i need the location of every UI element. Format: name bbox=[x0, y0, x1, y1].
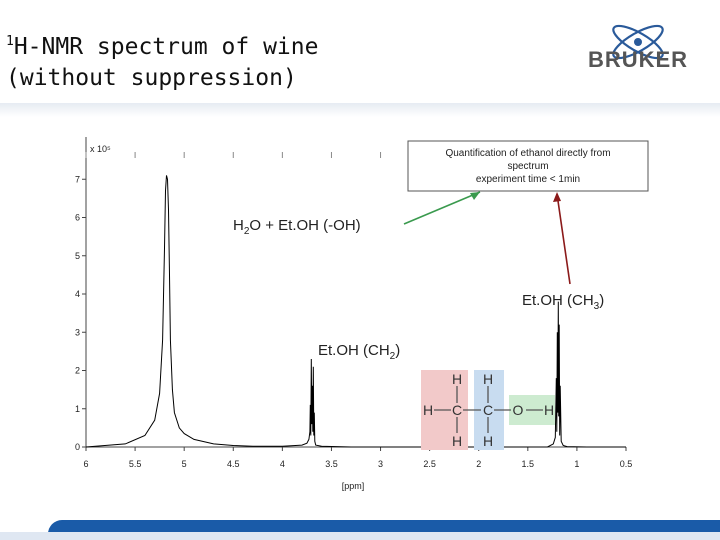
label-ch2-a: Et.OH (CH bbox=[318, 342, 390, 359]
title-line-1-text: H-NMR spectrum of wine bbox=[13, 34, 319, 60]
y-tick-label: 4 bbox=[74, 289, 80, 299]
title-line-2: (without suppression) bbox=[6, 65, 297, 91]
x-tick-label: 5 bbox=[181, 459, 187, 469]
atom-h-left: H bbox=[422, 402, 434, 418]
y-tick-label: 0 bbox=[74, 442, 80, 452]
x-tick-label: 5.5 bbox=[128, 459, 142, 469]
label-water-oh-a: H bbox=[233, 217, 244, 234]
y-tick-label: 1 bbox=[74, 403, 80, 414]
atom-c-1: C bbox=[451, 402, 463, 418]
x-tick-label: 3.5 bbox=[325, 459, 338, 469]
y-tick-label: 2 bbox=[74, 365, 80, 376]
x-tick-label: 0.5 bbox=[619, 459, 633, 469]
x-tick-label: 6 bbox=[83, 459, 89, 469]
label-water-oh-sub: 2 bbox=[243, 226, 250, 237]
x-tick-label: 2 bbox=[476, 459, 482, 469]
y-tick-label: 7 bbox=[74, 174, 80, 185]
atom-h-top-2: H bbox=[482, 371, 494, 387]
x-tick-label: 1.5 bbox=[521, 459, 535, 469]
atom-h-bottom-1: H bbox=[451, 433, 463, 449]
label-ch3-c: ) bbox=[599, 292, 605, 309]
y-tick-label: 3 bbox=[74, 327, 80, 338]
x-tick-label: 2.5 bbox=[423, 459, 436, 469]
x-tick-label: 3 bbox=[378, 459, 384, 469]
footer-band bbox=[0, 532, 720, 540]
atom-h-bottom-2: H bbox=[482, 433, 494, 449]
logo-text: BRUKER bbox=[587, 47, 689, 72]
atom-c-2: C bbox=[482, 402, 494, 418]
atom-h-top-1: H bbox=[451, 371, 463, 387]
label-ch3-a: Et.OH (CH bbox=[522, 292, 594, 309]
atom-h-right: H bbox=[543, 402, 555, 418]
label-water-oh-c: O + Et.OH (-OH) bbox=[249, 217, 361, 234]
label-ch2-c: ) bbox=[395, 342, 401, 359]
x-tick-label: 4 bbox=[279, 459, 285, 469]
x-tick-label: 1 bbox=[574, 459, 580, 469]
y-tick-label: 5 bbox=[74, 250, 80, 261]
label-ch2-sub: 2 bbox=[389, 351, 396, 362]
annotation-line-3: experiment time < 1min bbox=[475, 174, 581, 185]
x-axis-label: [ppm] bbox=[341, 481, 365, 491]
y-multiplier: x 10⁵ bbox=[90, 144, 111, 154]
y-tick-label: 6 bbox=[74, 212, 80, 223]
label-ch3-sub: 3 bbox=[593, 301, 600, 312]
atom-o: O bbox=[512, 402, 524, 418]
title-superscript: 1 bbox=[6, 34, 14, 49]
annotation-line-2: spectrum bbox=[507, 161, 549, 172]
x-tick-label: 4.5 bbox=[227, 459, 240, 469]
annotation-line-1: Quantification of ethanol directly from bbox=[445, 148, 611, 159]
